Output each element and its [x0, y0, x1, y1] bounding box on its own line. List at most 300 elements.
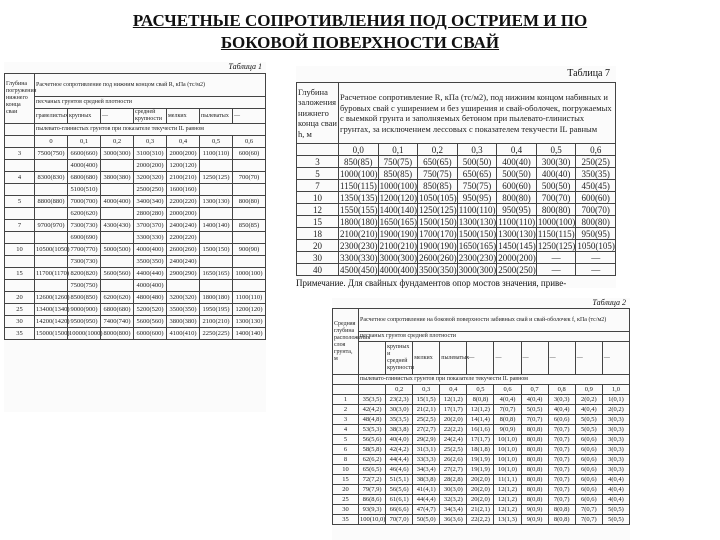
table2-value-cell: 3(0,3)	[602, 415, 629, 425]
table1-value-cell: 2250(225)	[200, 328, 233, 340]
table1-value-cell: 3100(310)	[134, 148, 167, 160]
table2-il-value: 0,4	[440, 385, 467, 395]
table7-value-cell: 400(40)	[536, 168, 576, 180]
table1-row	[5, 184, 266, 196]
table7-row	[297, 216, 616, 228]
table2-value-cell: 7(0,7)	[521, 415, 548, 425]
table2-value-cell: 40(4,0)	[386, 435, 413, 445]
table1-clay-header: пылевато-глинистых грунтов при показателе текучести IL равном	[35, 124, 266, 136]
table1-value-cell	[233, 184, 266, 196]
table1-value-cell: 8000(800)	[101, 328, 134, 340]
table7-il-value: 0,0	[339, 144, 379, 156]
table2-value-cell: 4(0,4)	[494, 395, 521, 405]
table2-value-cell: 20(2,0)	[467, 495, 494, 505]
table1-value-cell	[101, 160, 134, 172]
table2-value-cell: 31(3,1)	[413, 445, 440, 455]
table7-depth-cell: 10	[297, 192, 339, 204]
table7-row	[297, 180, 616, 192]
table1-value-cell: 8800(880)	[35, 196, 68, 208]
table2-value-cell: 8(0,8)	[521, 475, 548, 485]
table2-il-value: 0,8	[548, 385, 575, 395]
table2-depth-cell: 10	[333, 465, 359, 475]
table2-value-cell: 22(2,2)	[440, 425, 467, 435]
table1-value-cell: 4000(400)	[134, 244, 167, 256]
table7-value-cell: 1100(110)	[498, 216, 536, 227]
table7-row	[297, 228, 616, 240]
table2-value-cell: 53(5,3)	[359, 425, 386, 435]
table1-value-cell: 2000(200)	[134, 160, 167, 172]
table1-value-cell: 1000(100)	[233, 268, 266, 280]
table1-value-cell: 10500(1050)	[35, 244, 68, 256]
table1-value-cell: 1200(120)	[233, 304, 266, 316]
table2-value-cell: 7(0,7)	[548, 445, 575, 455]
table1-value-cell: 1300(130)	[200, 196, 233, 208]
table7-value-cell: 3000(300)	[458, 264, 497, 275]
table2-soil-col: мелких	[413, 342, 440, 375]
table2-value-cell: 7(0,7)	[494, 405, 521, 415]
table7-value-cell: 800(80)	[497, 192, 537, 204]
table1-caption: Таблица 1	[228, 62, 262, 71]
table1-depth-header: Глубина погружения нижнего конца сваи	[5, 74, 35, 124]
table7-value-cell: —	[576, 264, 616, 276]
table2-value-cell: 34(3,4)	[440, 505, 467, 515]
table7-value-cell: 1400(140)	[379, 204, 418, 215]
table2-value-cell: 62(6,2)	[359, 455, 386, 465]
table1-depth-cell: 35	[5, 328, 35, 340]
table1-value-cell: 6200(620)	[101, 292, 134, 304]
table2-value-cell: 4(0,4)	[602, 475, 629, 485]
table2-depth-cell: 35	[333, 515, 359, 525]
table1-depth-cell: 7	[5, 220, 35, 232]
table7-depth-cell: 5	[297, 168, 339, 180]
table2-depth-cell: 30	[333, 505, 359, 515]
table2-value-cell: 32(3,2)	[440, 495, 467, 505]
table2-value-cell: 8(0,8)	[521, 485, 548, 495]
table1-row	[5, 208, 266, 220]
table2-value-cell: 44(4,4)	[413, 495, 440, 505]
table1-value-cell: 1300(130)	[233, 316, 266, 328]
table2-value-cell: 38(3,8)	[386, 425, 413, 435]
table2-value-cell: 27(2,7)	[440, 465, 467, 475]
table1-value-cell: 15000(1500)	[35, 328, 68, 340]
table2-value-cell: 42(4,2)	[386, 445, 413, 455]
table1-value-cell: 6900(690)	[68, 232, 101, 244]
table7-value-cell: 1000(100)	[340, 168, 378, 179]
table2-value-cell: 1(0,1)	[602, 395, 629, 405]
table1-value-cell: 3500(350)	[134, 256, 167, 268]
table7-value-cell: 700(70)	[536, 192, 576, 204]
table2-value-cell: 6(0,6)	[575, 435, 602, 445]
table7-value-cell: 3000(300)	[379, 252, 418, 263]
table2-value-cell: 17(1,7)	[440, 405, 467, 415]
table2-value-cell: 10(1,0)	[494, 435, 521, 445]
table2-value-cell: 50(5,0)	[413, 515, 440, 525]
table7-row	[297, 264, 616, 276]
table2-soil-col: крупных и средней крупности	[386, 342, 413, 375]
table1-value-cell: 3000(300)	[101, 148, 134, 160]
table2-value-cell: 61(6,1)	[386, 495, 413, 505]
table2-value-cell: 79(7,9)	[359, 485, 386, 495]
page-title	[0, 10, 720, 54]
table2-il-value: 1,0	[602, 385, 629, 395]
table2-value-cell: 86(8,6)	[359, 495, 386, 505]
table7-value-cell: 1800(180)	[340, 216, 378, 227]
table2-value-cell: 3(0,3)	[602, 465, 629, 475]
table2-value-cell: 36(3,6)	[440, 515, 467, 525]
table1-value-cell: 8500(850)	[68, 292, 101, 304]
table1-value-cell	[233, 208, 266, 220]
table1-value-cell: 1600(160)	[167, 184, 200, 196]
table7-note: Примечание. Для свайных фундаментов опор мостов значения, приве-	[296, 278, 567, 288]
table2-il-value: 0,6	[494, 385, 521, 395]
table1-depth-cell	[5, 280, 35, 292]
table1-depth-cell: 20	[5, 292, 35, 304]
table2-value-cell: 7(0,7)	[548, 465, 575, 475]
table2-value-cell: 100(10,0)	[360, 516, 386, 523]
table2-value-cell: 42(4,2)	[359, 405, 386, 415]
table1-value-cell: 1100(110)	[233, 292, 266, 304]
table7-header: Расчетное сопротивление R, кПа (тс/м2), под нижним концом набивных и буровых свай с уширением и без уширения и свай-оболочек, погружаемых с выемкой грунта и заполняемых бетоном при пылевато-глинистых грунтах, за исключением лессовых с показателем текучести IL равным	[339, 83, 616, 144]
table1-value-cell: 1250(125)	[200, 172, 233, 184]
table1-value-cell: 800(80)	[233, 196, 266, 208]
table2-row	[333, 505, 630, 515]
table1-value-cell: 10000(1000)	[68, 328, 101, 340]
table1-value-cell: 3800(380)	[101, 172, 134, 184]
table2-value-cell: 11(1,1)	[494, 475, 521, 485]
table2-value-cell: 8(0,8)	[521, 495, 548, 505]
table7-value-cell: 3300(330)	[340, 252, 378, 263]
table1-value-cell: 3700(370)	[134, 220, 167, 232]
table2-row	[333, 485, 630, 495]
table7-value-cell: 1200(120)	[379, 192, 418, 203]
table7-value-cell: 500(50)	[497, 168, 537, 180]
table7-value-cell: 250(25)	[576, 156, 616, 168]
table2-value-cell: 41(4,1)	[413, 485, 440, 495]
table2-value-cell: 25(2,5)	[413, 415, 440, 425]
table2-value-cell: 3(0,3)	[602, 445, 629, 455]
table1-value-cell: 1100(110)	[200, 148, 233, 160]
table1-value-cell: 3400(340)	[134, 196, 167, 208]
table1-row	[5, 256, 266, 268]
table2-value-cell: 6(0,6)	[575, 485, 602, 495]
table1-value-cell: 3200(320)	[134, 172, 167, 184]
table7-value-cell: 1650(165)	[458, 240, 497, 251]
table1-il-row	[5, 136, 266, 148]
table2-value-cell: 8(0,8)	[521, 445, 548, 455]
table1-value-cell: 850(85)	[233, 220, 266, 232]
table1-value-cell: 5000(500)	[101, 244, 134, 256]
table7-il-value: 0,2	[418, 144, 458, 156]
table1-value-cell: 4000(400)	[134, 280, 167, 292]
table2-soil-col: —	[602, 342, 629, 375]
table1-value-cell	[200, 160, 233, 172]
table7-depth-cell: 30	[297, 252, 339, 264]
table2-value-cell: 27(2,7)	[413, 425, 440, 435]
table2-value-cell: 21(2,1)	[467, 505, 494, 515]
table2-value-cell: 25(2,5)	[440, 445, 467, 455]
table2-value-cell: 8(0,8)	[521, 435, 548, 445]
table1-value-cell: 9000(900)	[68, 304, 101, 316]
table1-value-cell: 8300(830)	[35, 172, 68, 184]
table7-value-cell: 400(40)	[497, 156, 537, 168]
table1-value-cell: 6800(680)	[101, 304, 134, 316]
table2-value-cell: 10(1,0)	[494, 445, 521, 455]
table1-il-value: 0,6	[233, 136, 266, 148]
table7-il-value: 0,5	[536, 144, 576, 156]
table1-value-cell	[101, 184, 134, 196]
table1-value-cell: 1400(140)	[233, 328, 266, 340]
table2-value-cell: 7(0,7)	[575, 515, 602, 525]
table7-image	[296, 66, 616, 288]
table7-value-cell: 600(60)	[497, 180, 537, 192]
table1-row	[5, 292, 266, 304]
table2-clay-header: пылевато-глинистых грунтов при показателе текучести IL равном	[359, 375, 630, 385]
table2-value-cell: 15(1,5)	[413, 395, 440, 405]
table2-soil-col: —	[548, 342, 575, 375]
table2-soil-header: песчаных грунтов средней плотности	[359, 332, 630, 342]
table2-value-cell: 29(2,9)	[413, 435, 440, 445]
table2-row	[333, 475, 630, 485]
table2-depth-cell: 5	[333, 435, 359, 445]
table1-soil-col: мелких	[167, 109, 200, 124]
table2-row	[333, 435, 630, 445]
table7-il-value: 0,6	[576, 144, 616, 156]
table7-value-cell: —	[536, 264, 576, 276]
table7-value-cell: —	[576, 252, 616, 264]
table1-il-value: 0	[35, 136, 68, 148]
table1-row	[5, 196, 266, 208]
table2-value-cell: 16(1,6)	[467, 425, 494, 435]
table1-depth-cell	[5, 160, 35, 172]
table1-value-cell	[233, 232, 266, 244]
table2-value-cell: 47(4,7)	[413, 505, 440, 515]
table7-value-cell: —	[536, 252, 576, 264]
table1-value-cell: 2900(290)	[167, 268, 200, 280]
table2-value-cell: 9(0,9)	[494, 425, 521, 435]
table7-value-cell: 4500(450)	[340, 264, 378, 275]
table1-value-cell	[101, 280, 134, 292]
table2-value-cell: 26(2,6)	[440, 455, 467, 465]
table2-row	[333, 425, 630, 435]
table2-value-cell: 7(0,7)	[548, 495, 575, 505]
table7-value-cell: 1100(110)	[458, 204, 496, 215]
table2-depth-cell: 1	[333, 395, 359, 405]
table1-value-cell: 7300(730)	[68, 220, 101, 232]
table7-il-row	[297, 144, 616, 156]
table1-value-cell: 4100(410)	[167, 328, 200, 340]
table1-value-cell	[200, 208, 233, 220]
table2-value-cell: 8(0,8)	[467, 395, 494, 405]
table2-value-cell: 14(1,4)	[467, 415, 494, 425]
table1-value-cell	[35, 280, 68, 292]
table2-soil-col: пылеватых	[440, 342, 467, 375]
table1-value-cell: 2400(240)	[167, 256, 200, 268]
table1-soil-col: крупных	[68, 109, 101, 124]
table2-value-cell: 3(0,3)	[548, 395, 575, 405]
table2-value-cell: 13(1,3)	[494, 515, 521, 525]
table7-value-cell: 1000(100)	[379, 180, 418, 191]
table1-value-cell: 5200(520)	[134, 304, 167, 316]
table2-row	[333, 445, 630, 455]
table7-value-cell: 500(50)	[457, 156, 497, 168]
table2-depth-cell: 8	[333, 455, 359, 465]
table2-depth-cell: 4	[333, 425, 359, 435]
table2-value-cell: 4(0,4)	[602, 485, 629, 495]
table1-value-cell	[35, 232, 68, 244]
table1-soil-col: —	[233, 109, 266, 124]
table1-value-cell: 1800(180)	[200, 292, 233, 304]
table7-value-cell: 850(85)	[339, 156, 379, 168]
table7-value-cell: 350(35)	[576, 168, 616, 180]
table2-value-cell: 93(9,3)	[359, 505, 386, 515]
table1-il-value: 0,4	[167, 136, 200, 148]
table1-depth-cell: 15	[5, 268, 35, 280]
table7-depth-cell: 12	[297, 204, 339, 216]
table1-value-cell: 4000(400)	[101, 196, 134, 208]
table7-value-cell: 1450(145)	[498, 240, 536, 251]
table2-value-cell: 30(3,0)	[440, 485, 467, 495]
table2-il-row	[333, 385, 630, 395]
table7-value-cell: 1250(125)	[537, 240, 576, 251]
table2-value-cell: 56(5,6)	[359, 435, 386, 445]
table7-il-value: 0,1	[378, 144, 418, 156]
table7-value-cell: 1500(150)	[458, 228, 497, 239]
table7-value-cell: 1650(165)	[379, 216, 418, 227]
table2-value-cell: 70(7,0)	[386, 515, 413, 525]
table1-value-cell: 6200(620)	[68, 208, 101, 220]
table2-value-cell: 66(6,6)	[386, 505, 413, 515]
table1-value-cell: 600(60)	[233, 148, 266, 160]
table7-value-cell: 1300(130)	[498, 228, 536, 239]
table2-soil-col: —	[575, 342, 602, 375]
table7-value-cell: 2300(230)	[340, 240, 378, 251]
table1-row	[5, 244, 266, 256]
table1-value-cell	[233, 256, 266, 268]
table2-row	[333, 395, 630, 405]
table1-depth-cell	[5, 208, 35, 220]
table2-value-cell: 23(2,3)	[386, 395, 413, 405]
table2-depth-cell: 15	[333, 475, 359, 485]
table2-value-cell: 7(0,7)	[548, 455, 575, 465]
table1-row	[5, 316, 266, 328]
table1-value-cell: 2500(250)	[134, 184, 167, 196]
table2-value-cell: 19(1,9)	[467, 455, 494, 465]
table7-value-cell: 1700(170)	[419, 228, 457, 239]
table7-value-cell: 450(45)	[576, 180, 616, 192]
table7-value-cell: 2500(250)	[498, 264, 536, 275]
table1-value-cell: 1650(165)	[200, 268, 233, 280]
table7-depth-cell: 20	[297, 240, 339, 252]
table1-depth-cell: 10	[5, 244, 35, 256]
table1-value-cell	[35, 160, 68, 172]
table7-value-cell: 950(95)	[497, 204, 537, 216]
table1-value-cell: 700(70)	[233, 172, 266, 184]
title-line-1: РАСЧЕТНЫЕ СОПРОТИВЛЕНИЯ ПОД ОСТРИЕМ И ПО	[132, 11, 588, 30]
table2-row	[333, 495, 630, 505]
table1-il-value: 0,3	[134, 136, 167, 148]
table2-value-cell: 20(2,0)	[467, 475, 494, 485]
table1-value-cell: 5100(510)	[68, 184, 101, 196]
table1-value-cell	[35, 208, 68, 220]
table2-value-cell: 35(3,5)	[359, 395, 386, 405]
table1-value-cell: 9500(950)	[68, 316, 101, 328]
table1-depth-cell: 30	[5, 316, 35, 328]
table2-row	[333, 415, 630, 425]
table2-image	[332, 298, 630, 540]
table7-value-cell: 1900(190)	[379, 228, 418, 239]
table2-caption: Таблица 2	[592, 298, 626, 307]
table7-row	[297, 240, 616, 252]
table1-value-cell: 6000(600)	[134, 328, 167, 340]
table2-soil-col: —	[494, 342, 521, 375]
table1-value-cell	[101, 232, 134, 244]
table1-value-cell: 2600(260)	[167, 244, 200, 256]
table7-row	[297, 168, 616, 180]
table1-value-cell: 2200(220)	[167, 196, 200, 208]
table1-value-cell: 13400(1340)	[35, 304, 68, 316]
table7-depth-cell: 15	[297, 216, 339, 228]
table1-soil-col: гравелистых	[35, 109, 68, 124]
table2-row	[333, 405, 630, 415]
table7-value-cell: 1050(105)	[577, 240, 615, 251]
table2-value-cell: 4(0,4)	[548, 405, 575, 415]
table2-depth-cell: 25	[333, 495, 359, 505]
table1-value-cell: 6600(660)	[68, 148, 101, 160]
table1-value-cell	[35, 256, 68, 268]
table2-il-value: 0,7	[521, 385, 548, 395]
table1-il-value: 0,2	[101, 136, 134, 148]
table2-value-cell: 10(1,0)	[494, 465, 521, 475]
table1-row	[5, 304, 266, 316]
table7-depth-cell: 40	[297, 264, 339, 276]
table7-value-cell: 300(30)	[536, 156, 576, 168]
table2-value-cell: 5(0,5)	[575, 425, 602, 435]
table1-row	[5, 160, 266, 172]
table2-value-cell: 8(0,8)	[548, 505, 575, 515]
table1-value-cell: 6800(680)	[68, 172, 101, 184]
table1-depth-cell: 5	[5, 196, 35, 208]
table1-value-cell: 2800(280)	[134, 208, 167, 220]
table7-value-cell: 1000(100)	[537, 216, 576, 227]
table7-value-cell: 2100(210)	[340, 228, 378, 239]
table2-value-cell: 8(0,8)	[548, 515, 575, 525]
table2-value-cell: 12(1,2)	[494, 495, 521, 505]
table2-value-cell: 7(0,7)	[548, 425, 575, 435]
table1-value-cell: 8200(820)	[68, 268, 101, 280]
table1-value-cell: 2400(240)	[167, 220, 200, 232]
table1-value-cell: 9700(970)	[35, 220, 68, 232]
table2-depth-cell: 2	[333, 405, 359, 415]
table7-depth-cell: 3	[297, 156, 339, 168]
table2-value-cell: 5(0,5)	[521, 405, 548, 415]
table2-value-cell: 2(0,2)	[575, 395, 602, 405]
table1-soil-row	[5, 109, 266, 124]
table7-value-cell: 850(85)	[378, 168, 418, 180]
table2-header: Расчетное сопротивление на боковой поверхности забивных свай и свай-оболочек f, кПа (тс/м2)	[359, 309, 630, 332]
table1-row	[5, 328, 266, 340]
table2-value-cell: 3(0,3)	[602, 435, 629, 445]
table1-depth-cell	[5, 256, 35, 268]
table7-value-cell: 2000(200)	[498, 252, 536, 263]
table2-value-cell: 6(0,6)	[575, 495, 602, 505]
table1-value-cell: 14200(1420)	[35, 316, 68, 328]
table2-value-cell: 51(5,1)	[386, 475, 413, 485]
table7-value-cell: 800(80)	[536, 204, 576, 216]
table2-value-cell: 12(1,2)	[494, 505, 521, 515]
table2-value-cell: 72(7,2)	[359, 475, 386, 485]
table7-value-cell: 2100(210)	[379, 240, 418, 251]
table2-value-cell: 4(0,4)	[521, 395, 548, 405]
